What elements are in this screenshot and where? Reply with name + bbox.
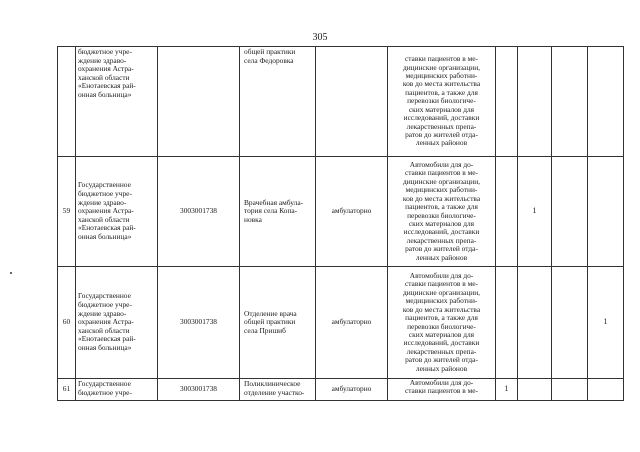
vehicle-purpose: Автомобили для до- ставки пациентов в ме- <box>388 379 496 401</box>
unit-name: общей практики села Федоровка <box>240 47 316 157</box>
organization-code: 3003001738 <box>158 157 240 267</box>
organization-name: Государственное бюджетное учре- ждение здраво- охранения Астра- ханской области «Енотаевская рай- онная больница» <box>76 157 158 267</box>
row-number: 60 <box>58 267 76 379</box>
count-cell <box>552 157 588 267</box>
count-cell <box>496 157 518 267</box>
care-condition: амбулаторно <box>316 379 388 401</box>
count-cell <box>496 267 518 379</box>
row-number <box>58 47 76 157</box>
row-number: 59 <box>58 157 76 267</box>
care-condition: амбулаторно <box>316 267 388 379</box>
count-cell <box>552 47 588 157</box>
count-cell <box>588 379 624 401</box>
row-number: 61 <box>58 379 76 401</box>
count-cell <box>552 379 588 401</box>
count-cell: 1 <box>518 157 552 267</box>
count-cell <box>496 47 518 157</box>
care-condition: амбулаторно <box>316 157 388 267</box>
page-number: 305 <box>312 32 328 43</box>
organization-name: бюджетное учре- ждение здраво- охранения Астра- ханской области «Енотаевская рай- онная больница» <box>76 47 158 157</box>
count-cell <box>588 47 624 157</box>
vehicle-purpose: Автомобили для до- ставки пациентов в ме- дицинские организации, медицинских работни- ков до места жительства пациентов, а также для перевозки биологиче- ских материалов для исследований, доставки лекарственных препа- ратов до жителей отда- ленных районов <box>388 157 496 267</box>
unit-name: Отделение врача общей практики села Пришиб <box>240 267 316 379</box>
count-cell: 1 <box>588 267 624 379</box>
organization-name: Государственное бюджетное учре- ждение здраво- охранения Астра- ханской области «Енотаевская рай- онная больница» <box>76 267 158 379</box>
count-cell <box>518 267 552 379</box>
vehicle-purpose: ставки пациентов в ме- дицинские организации, медицинских работни- ков до места жительства пациентов, а также для перевозки биологиче- ских материалов для исследований, доставки лекарственных препа- ратов до жителей отда- ленных районов <box>388 47 496 157</box>
unit-name: Поликлиническое отделение участко- <box>240 379 316 401</box>
organization-code: 3003001738 <box>158 267 240 379</box>
count-cell <box>552 267 588 379</box>
table-row <box>58 379 624 401</box>
table-row <box>58 267 624 379</box>
count-cell <box>588 157 624 267</box>
unit-name: Врачебная амбула- тория села Копа- новка <box>240 157 316 267</box>
table-row <box>58 157 624 267</box>
count-cell <box>518 47 552 157</box>
organization-name: Государственное бюджетное учре- <box>76 379 158 401</box>
organization-code <box>158 47 240 157</box>
vehicle-purpose: Автомобили для до- ставки пациентов в ме- дицинские организации, медицинских работни- ков до места жительства пациентов, а также для перевозки биологиче- ских материалов для исследований, доставки лекарственных препа- ратов до жителей отда- ленных районов <box>388 267 496 379</box>
care-condition <box>316 47 388 157</box>
scan-mark <box>10 272 12 274</box>
medical-transport-table <box>57 46 624 401</box>
table-row <box>58 47 624 157</box>
count-cell <box>518 379 552 401</box>
count-cell: 1 <box>496 379 518 401</box>
organization-code: 3003001738 <box>158 379 240 401</box>
